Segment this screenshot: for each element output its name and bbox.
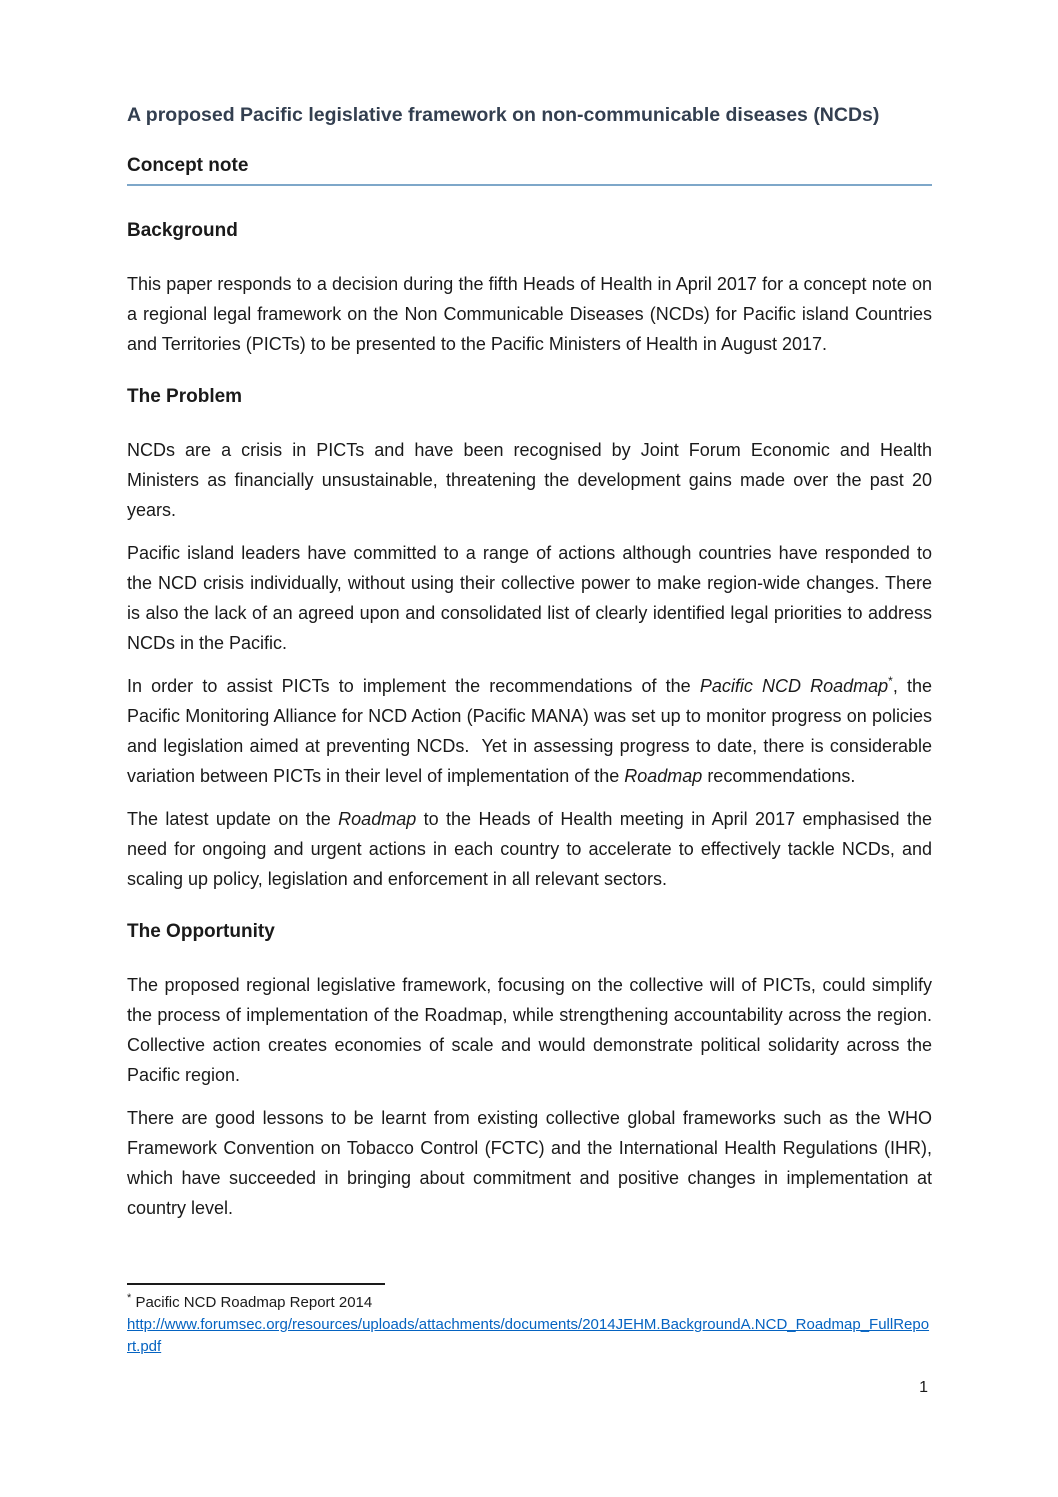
footnote (127, 1283, 932, 1358)
section-background (127, 219, 932, 359)
page-number: 1 (919, 1379, 928, 1396)
paragraph: In order to assist PICTs to implement the recommendations of the Pacific NCD Roadmap*, the Pacific Monitoring Alliance for NCD Action (Pacific MANA) was set up to monitor progress on policies and legislation aimed at preventing NCDs. Yet in assessing progress to date, there is considerable variation between PICTs in their level of implementation of the Roadmap recommendations. (127, 674, 933, 786)
paragraph: Pacific island leaders have committed to a range of actions although countries have responded to the NCD crisis individually, without using their collective power to make region-wide changes. There is also the lack of an agreed upon and consolidated list of clearly identified legal priorities to address NCDs in the Pacific. (127, 543, 932, 653)
section-heading-the-problem: The Problem (127, 386, 243, 407)
paragraph: The proposed regional legislative framework, focusing on the collective will of PICTs, could simplify the process of implementation of the Roadmap, while strengthening accountability across the region. Collective action creates economies of scale and would demonstrate political solidarity across the Pacific region. (127, 975, 932, 1085)
section-heading-background: Background (127, 220, 238, 241)
footnote-label: Pacific NCD Roadmap Report 2014 (135, 1294, 373, 1311)
paragraph: NCDs are a crisis in PICTs and have been recognised by Joint Forum Economic and Health Ministers as financially unsustainable, threatening the development gains made over the past 20 years. (127, 440, 932, 520)
footnote-separator-rule (127, 1283, 385, 1285)
paragraph: The latest update on the Roadmap to the Heads of Health meeting in April 2017 emphasised the need for ongoing and urgent actions in each country to accelerate to effectively tackle NCDs, and scaling up policy, legislation and enforcement in all relevant sectors. (127, 809, 932, 889)
footnote-marker: * (127, 1292, 132, 1304)
footnote-text (127, 1292, 932, 1314)
document-title: A proposed Pacific legislative framework on non-communicable diseases (NCDs) (127, 104, 880, 126)
section-heading-the-opportunity: The Opportunity (127, 921, 275, 942)
paragraph: This paper responds to a decision during the fifth Heads of Health in April 2017 for a concept note on a regional legal framework on the Non Communicable Diseases (NCDs) for Pacific island Countries and Territories (PICTs) to be presented to the Pacific Ministers of Health in August 2017. (127, 274, 932, 354)
paragraph: There are good lessons to be learnt from existing collective global frameworks such as the WHO Framework Convention on Tobacco Control (FCTC) and the International Health Regulations (IHR), which have succeeded in bringing about commitment and positive changes in implementation at country level. (127, 1108, 932, 1218)
document-subtitle: Concept note (127, 154, 932, 186)
section-the-problem (127, 385, 932, 894)
section-the-opportunity (127, 920, 932, 1223)
footnote-hyperlink[interactable]: http://www.forumsec.org/resources/uploads/attachments/documents/2014JEHM.BackgroundA.NCD_Roadmap_FullReport.pdf (127, 1316, 930, 1355)
